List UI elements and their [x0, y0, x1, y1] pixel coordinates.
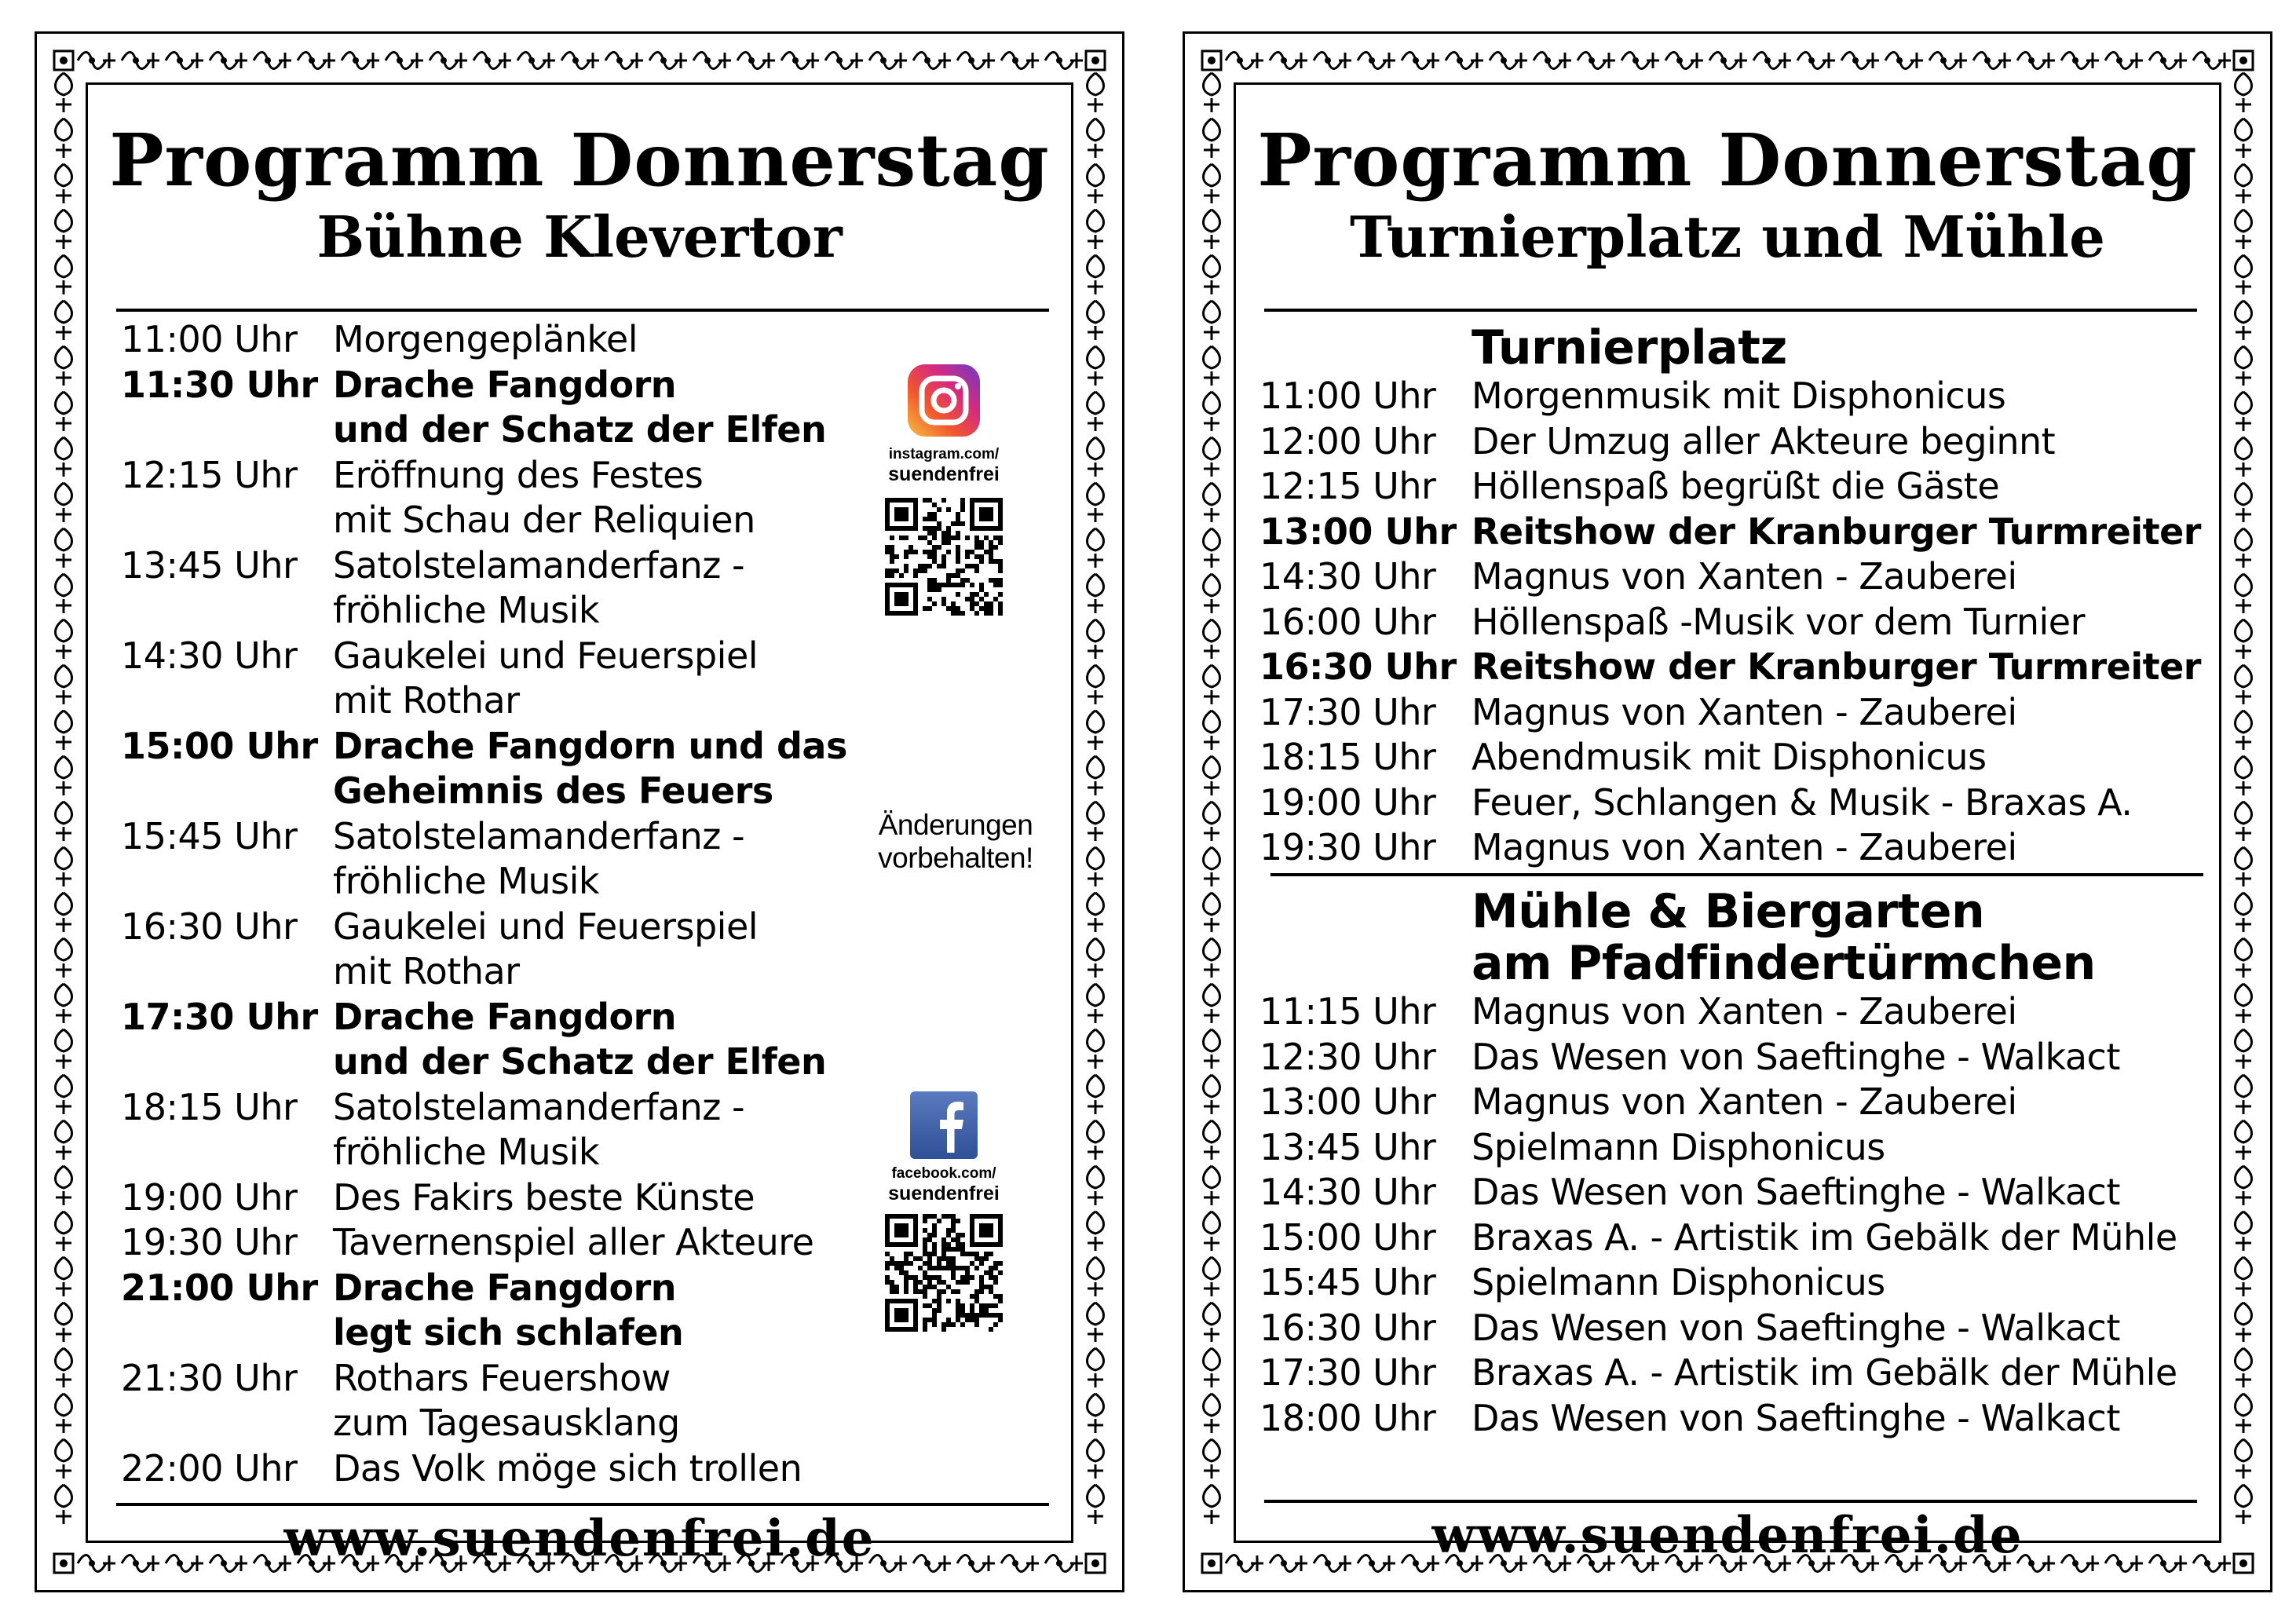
program-card-stage [35, 31, 1124, 1592]
event-title [1472, 554, 2017, 600]
event-title [1472, 1125, 1885, 1171]
divider [116, 309, 1049, 312]
event-title-line: Braxas A. - Artistik im Gebälk der Mühle [1472, 1215, 2177, 1259]
event-title-line: Satolstelamanderfanz - [333, 1085, 745, 1128]
event-time: 17:30 Uhr [1260, 1351, 1436, 1394]
event-title-line: Magnus von Xanten - Zauberei [1472, 990, 2017, 1033]
page-subtitle: Bühne Klevertor [316, 203, 843, 270]
event-title [1472, 690, 2017, 736]
event-title-line: Das Volk möge sich trollen [333, 1446, 803, 1490]
schedule-row [121, 1220, 847, 1266]
schedule-row [1260, 1170, 2177, 1215]
event-time: 15:00 Uhr [1260, 1215, 1436, 1259]
event-time: 19:30 Uhr [1260, 826, 1436, 868]
card-content [86, 82, 1073, 1568]
page-title: Programm Donnerstag [1257, 118, 2198, 203]
schedule-row [1260, 1215, 2177, 1261]
event-title-line: Tavernenspiel aller Akteure [333, 1221, 814, 1263]
section-heading [1472, 322, 2201, 374]
event-title [333, 1446, 802, 1492]
event-time: 17:30 Uhr [121, 995, 318, 1038]
event-title [1472, 780, 2132, 826]
event-time: 12:00 Uhr [1260, 419, 1436, 462]
schedule-list [121, 317, 847, 1491]
event-title-line: Höllenspaß -Musik vor dem Turnier [1472, 600, 2085, 643]
schedule-row [1260, 690, 2201, 736]
event-time: 18:15 Uhr [121, 1085, 298, 1128]
schedule-row [1260, 1080, 2177, 1125]
schedule-row [1260, 989, 2177, 1035]
schedule-row [121, 1175, 847, 1221]
schedule-row [121, 1446, 847, 1492]
event-title [333, 363, 826, 453]
schedule-row [121, 1356, 847, 1446]
event-title-line: Gaukelei und Feuerspiel [333, 634, 759, 677]
event-title [333, 1175, 755, 1221]
divider [1270, 873, 2203, 876]
event-title [1472, 825, 2017, 871]
event-time: 19:00 Uhr [1260, 780, 1436, 824]
event-title-line: Spielmann Disphonicus [1472, 1125, 1885, 1168]
event-time: 22:00 Uhr [121, 1446, 298, 1490]
schedule-row [1260, 419, 2201, 465]
event-title [1472, 1396, 2120, 1442]
event-time: 11:00 Uhr [121, 318, 298, 360]
event-title [1472, 735, 1987, 780]
event-time: 18:15 Uhr [1260, 736, 1436, 778]
qr-code-facebook[interactable] [885, 1214, 1003, 1332]
event-title [1472, 1306, 2120, 1351]
event-time: 19:30 Uhr [121, 1221, 298, 1263]
schedule-row [1260, 374, 2201, 419]
facebook-block [881, 1090, 1007, 1332]
website-link[interactable]: www.suendenfrei.de [1431, 1506, 2024, 1565]
event-title-line: Magnus von Xanten - Zauberei [1472, 690, 2017, 733]
event-title-line: Der Umzug aller Akteure beginnt [1472, 419, 2056, 462]
event-time: 13:45 Uhr [1260, 1125, 1436, 1168]
event-title-line: Drache Fangdorn [333, 363, 677, 406]
event-title-line: Das Wesen von Saeftinghe - Walkact [1472, 1396, 2120, 1439]
event-title [333, 1266, 683, 1356]
schedule-row [1260, 510, 2201, 555]
instagram-url[interactable]: instagram.com/ [888, 446, 1000, 462]
facebook-handle: suendenfrei [888, 1183, 1000, 1204]
schedule-row [1260, 554, 2201, 600]
event-title [333, 1356, 680, 1446]
event-title-line: fröhliche Musik [333, 1131, 600, 1173]
event-time: 15:45 Uhr [1260, 1261, 1436, 1303]
schedule-row [121, 1266, 847, 1356]
schedule-row [121, 453, 847, 543]
website-link[interactable]: www.suendenfrei.de [283, 1509, 876, 1568]
event-title-line: mit Schau der Reliquien [333, 499, 755, 541]
schedule-row [121, 634, 847, 724]
instagram-handle: suendenfrei [888, 463, 1000, 485]
event-title [1472, 1351, 2177, 1396]
event-title-line: Drache Fangdorn [333, 995, 677, 1038]
event-title-line: Des Fakirs beste Künste [333, 1175, 755, 1219]
event-title-line: mit Rothar [333, 679, 520, 722]
facebook-icon [909, 1090, 979, 1161]
event-title-line: und der Schatz der Elfen [333, 1040, 827, 1083]
section-heading-line: am Pfadfindertürmchen [1472, 936, 2096, 991]
section-heading [1472, 886, 2177, 989]
event-title-line: und der Schatz der Elfen [333, 408, 827, 451]
schedule-row [121, 363, 847, 453]
event-title-line: Eröffnung des Festes [333, 453, 704, 496]
event-title-line: Feuer, Schlangen & Musik - Braxas A. [1472, 780, 2133, 824]
schedule-row [1260, 600, 2201, 645]
event-time: 16:00 Uhr [1260, 600, 1436, 643]
event-title-line: Satolstelamanderfanz - [333, 543, 745, 587]
event-title [1472, 600, 2085, 645]
divider [1264, 1500, 2197, 1503]
schedule-row [121, 543, 847, 634]
tournament-schedule [1260, 322, 2201, 871]
schedule-row [1260, 1035, 2177, 1080]
schedule-row [1260, 735, 2201, 780]
event-time: 17:30 Uhr [1260, 690, 1436, 733]
schedule-row [121, 317, 847, 363]
schedule-row [1260, 1396, 2177, 1442]
event-time: 18:00 Uhr [1260, 1396, 1436, 1439]
event-time: 14:30 Uhr [121, 634, 298, 677]
schedule-row [121, 814, 847, 905]
event-title-line: zum Tagesausklang [333, 1402, 680, 1444]
event-title [333, 1085, 744, 1175]
event-time: 13:45 Uhr [121, 543, 298, 587]
event-title-line: Das Wesen von Saeftinghe - Walkact [1472, 1035, 2120, 1078]
event-time: 14:30 Uhr [1260, 1171, 1436, 1213]
event-title-line: Morgengeplänkel [333, 318, 638, 360]
event-title [333, 453, 755, 543]
event-title [1472, 374, 2005, 419]
divider [116, 1503, 1049, 1506]
event-title [1472, 464, 1999, 510]
facebook-url[interactable]: facebook.com/ [891, 1165, 996, 1182]
event-title-line: mit Rothar [333, 950, 520, 992]
event-title [333, 814, 744, 905]
event-title-line: Geheimnis des Feuers [333, 769, 773, 812]
event-time: 16:30 Uhr [1260, 1306, 1436, 1349]
event-title [333, 1220, 813, 1266]
event-title-line: Rothars Feuershow [333, 1356, 671, 1399]
event-title-line: Das Wesen von Saeftinghe - Walkact [1472, 1171, 2120, 1213]
changes-reserved-note [865, 809, 1046, 875]
event-time: 21:00 Uhr [121, 1266, 318, 1309]
event-title [1472, 510, 2201, 555]
page-title: Programm Donnerstag [109, 118, 1050, 203]
event-title [1472, 989, 2017, 1035]
event-time: 11:30 Uhr [121, 363, 318, 406]
event-title [333, 995, 826, 1085]
event-title-line: Satolstelamanderfanz - [333, 814, 745, 857]
event-time: 11:15 Uhr [1260, 990, 1436, 1033]
event-time: 12:15 Uhr [1260, 465, 1436, 507]
event-title-line: fröhliche Musik [333, 860, 600, 902]
event-time: 12:15 Uhr [121, 453, 298, 496]
schedule-row [121, 1085, 847, 1175]
section-heading-line: Mühle & Biergarten [1472, 884, 1985, 939]
divider [1264, 309, 2197, 312]
schedule-row [1260, 780, 2201, 826]
event-title-line: Drache Fangdorn [333, 1266, 677, 1309]
schedule-row [1260, 1125, 2177, 1171]
event-title [333, 905, 758, 995]
event-title-line: Spielmann Disphonicus [1472, 1261, 1885, 1303]
mill-schedule [1260, 886, 2177, 1441]
event-title-line: Höllenspaß begrüßt die Gäste [1472, 465, 2000, 507]
event-title [1472, 1215, 2177, 1261]
event-title [333, 724, 847, 814]
event-time: 15:00 Uhr [121, 724, 318, 767]
event-time: 13:00 Uhr [1260, 510, 1457, 553]
card-content [1234, 82, 2221, 1565]
event-title-line: Braxas A. - Artistik im Gebälk der Mühle [1472, 1351, 2177, 1394]
event-time: 14:30 Uhr [1260, 555, 1436, 598]
event-time: 12:30 Uhr [1260, 1035, 1436, 1078]
qr-code-instagram[interactable] [885, 498, 1003, 616]
schedule-row [1260, 464, 2201, 510]
event-title-line: Morgenmusik mit Disphonicus [1472, 375, 2006, 417]
schedule-row [1260, 1351, 2177, 1396]
event-title-line: Drache Fangdorn und das [333, 724, 847, 767]
event-title-line: Reitshow der Kranburger Turmreiter [1472, 510, 2201, 553]
schedule-row [121, 905, 847, 995]
event-title-line: legt sich schlafen [333, 1311, 684, 1354]
note-line: vorbehalten! [878, 842, 1033, 874]
event-title [333, 634, 758, 724]
event-title-line: Magnus von Xanten - Zauberei [1472, 1080, 2017, 1123]
event-title [1472, 419, 2055, 465]
event-time: 21:30 Uhr [121, 1356, 298, 1399]
event-time: 11:00 Uhr [1260, 375, 1436, 417]
event-title [1472, 1080, 2017, 1125]
schedule-row [121, 995, 847, 1085]
event-time: 19:00 Uhr [121, 1175, 298, 1219]
event-title-line: Abendmusik mit Disphonicus [1472, 736, 1987, 778]
schedule-row [121, 724, 847, 814]
note-line: Änderungen [878, 809, 1033, 841]
schedule-row [1260, 1260, 2177, 1306]
event-title-line: fröhliche Musik [333, 589, 600, 631]
event-title [1472, 1035, 2120, 1080]
page-subtitle: Turnierplatz und Mühle [1350, 203, 2105, 270]
event-title-line: Gaukelei und Feuerspiel [333, 905, 759, 948]
instagram-icon [906, 363, 982, 438]
event-title-line: Magnus von Xanten - Zauberei [1472, 555, 2017, 598]
event-title-line: Magnus von Xanten - Zauberei [1472, 826, 2017, 868]
event-title [333, 543, 744, 634]
event-time: 13:00 Uhr [1260, 1080, 1436, 1123]
event-title [1472, 1260, 1885, 1306]
event-time: 15:45 Uhr [121, 814, 298, 857]
schedule-row [1260, 1306, 2177, 1351]
schedule-row [1260, 825, 2201, 871]
instagram-block [881, 363, 1007, 616]
event-title [333, 317, 638, 363]
event-title [1472, 645, 2201, 690]
event-title [1472, 1170, 2120, 1215]
section-heading-line: Turnierplatz [1472, 320, 1787, 375]
event-title-line: Reitshow der Kranburger Turmreiter [1472, 645, 2201, 688]
event-title-line: Das Wesen von Saeftinghe - Walkact [1472, 1306, 2120, 1349]
event-time: 16:30 Uhr [1260, 645, 1457, 688]
event-time: 16:30 Uhr [121, 905, 298, 948]
program-card-tournament [1183, 31, 2272, 1592]
schedule-row [1260, 645, 2201, 690]
